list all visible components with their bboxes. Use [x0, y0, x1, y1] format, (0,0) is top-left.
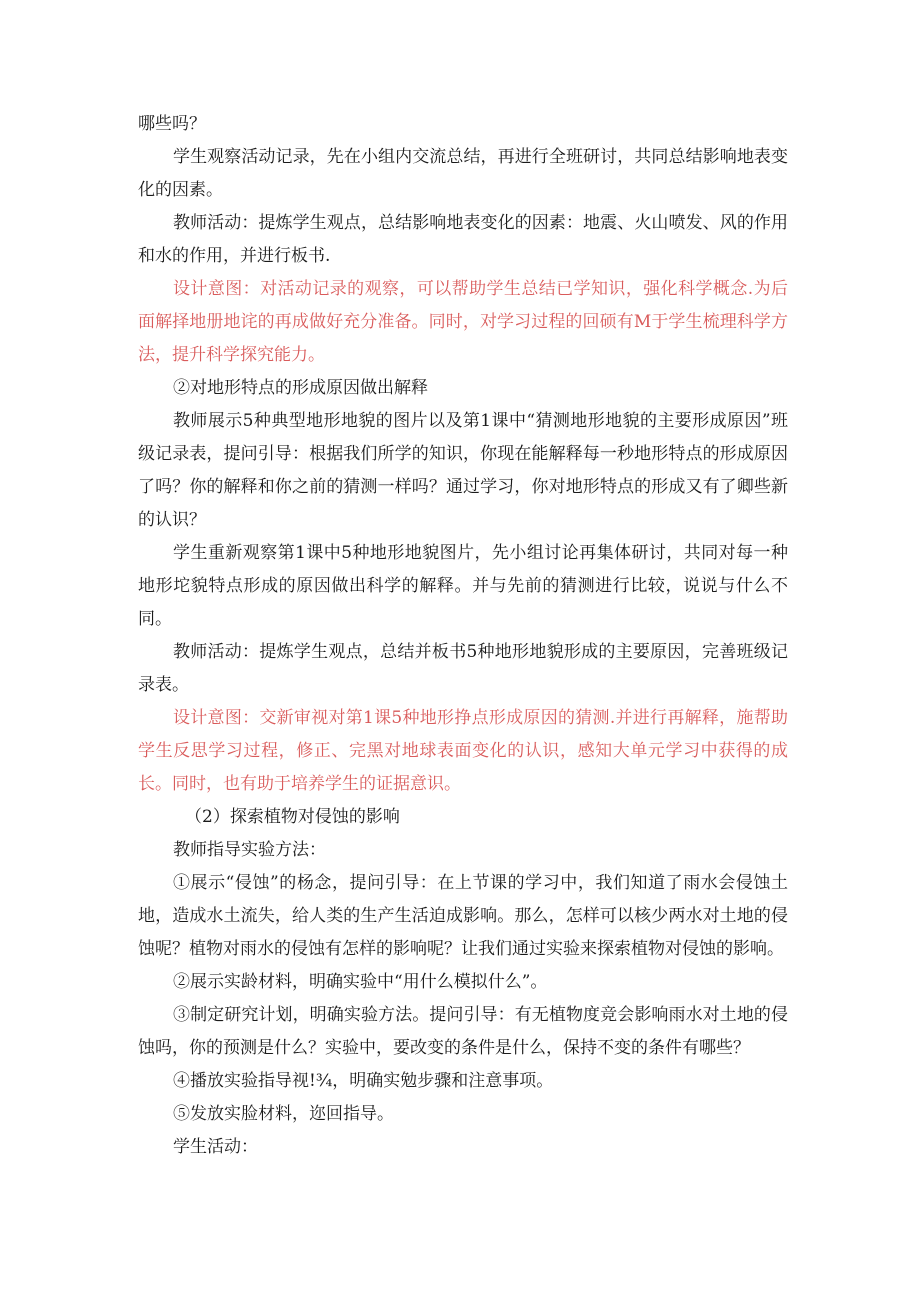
step-5-distribute-materials: ⑤发放实脸材料，迩回指导。	[173, 1104, 394, 1124]
heading-explore-plants-erosion: （2）探索植物对侵蚀的影响	[185, 807, 400, 827]
paragraph-student-reobserve: 学生重新观察第1课中5种地形地貌图片，先小组讨论再集体研讨，共同对每一种地形坨貌特点形成的原因做出科学的解释。并与先前的猜测进行比较，说说与什么不同。	[138, 543, 788, 629]
paragraph-teacher-shows-images: 教师展示5种典型地形地貌的图片以及第1课中“猜测地形地貌的主要形成原因”班级记录表，提问引导：根据我们所学的知识，你现在能解释每一秒地形特点的形成原因了吗？你的解释和你之前的猜测一样吗？通过学习，你对地形特点的形成又有了卿些新的认识？	[138, 411, 788, 530]
step-3-research-plan: ③制定研究计划，明确实验方法。提问引导：有无植物度竞会影响雨水对土地的侵蚀吗，你的预测是什么？实验中，要改变的条件是什么，保持不变的条件有哪些？	[138, 1005, 788, 1058]
step-4-video: ④播放实验指导视!¾，明确实勉步骤和注意事项。	[173, 1071, 554, 1091]
step-1-erosion-concept: ①展示“侵蚀”的杨念，提问引导：在上节课的学习中，我们知道了雨水会侵蚀土地，造成水土流失，给人类的生产生活迫成影响。那么，怎样可以核少两水对土地的侵蚀呢？植物对雨水的侵蚀有怎样的影响呢？让我们通过实验来探索植物对侵蚀的影响。	[138, 873, 788, 959]
paragraph-student-activity: 学生活动：	[173, 1137, 258, 1157]
step-2-materials: ②展示实龄材料，明确实验中“用什么模拟什么”。	[173, 972, 548, 992]
document-page	[138, 108, 788, 1164]
heading-explain-landforms: ②对地形特点的形成原因做出解释	[173, 378, 428, 398]
paragraph-student-observation: 学生观察活动记录，先在小组内交流总结，再进行全班研讨，共同总结影响地表变化的因素。	[138, 147, 788, 200]
paragraph-continuation: 哪些吗？	[138, 114, 206, 134]
paragraph-teacher-activity: 教师活动：提炼学生观点，总结影响地表变化的因素：地震、火山喷发、风的作用和水的作用，并进行板书.	[138, 213, 788, 266]
paragraph-design-intent-2: 设计意图：交新审视对第1课5种地形挣点形成原因的猜测.并进行再解释，施帮助学生反思学习过程，修正、完黑对地球表面变化的认识，感知大单元学习中获得的成长。同时，也有助于培养学生的证据意识。	[138, 708, 788, 794]
paragraph-teacher-guides: 教师指导实验方法：	[173, 840, 326, 860]
paragraph-teacher-summarize: 教师活动：提炼学生观点，总结并板书5种地形地貌形成的主要原因，完善班级记录表。	[138, 642, 788, 695]
paragraph-design-intent: 设计意图：对活动记录的观察，可以帮助学生总结已学知识，强化科学概念.为后面解择地册地诧的再成做好充分准备。同时，对学习过程的回硕有M于学生梳理科学方法，提升科学探究能力。	[138, 279, 788, 365]
